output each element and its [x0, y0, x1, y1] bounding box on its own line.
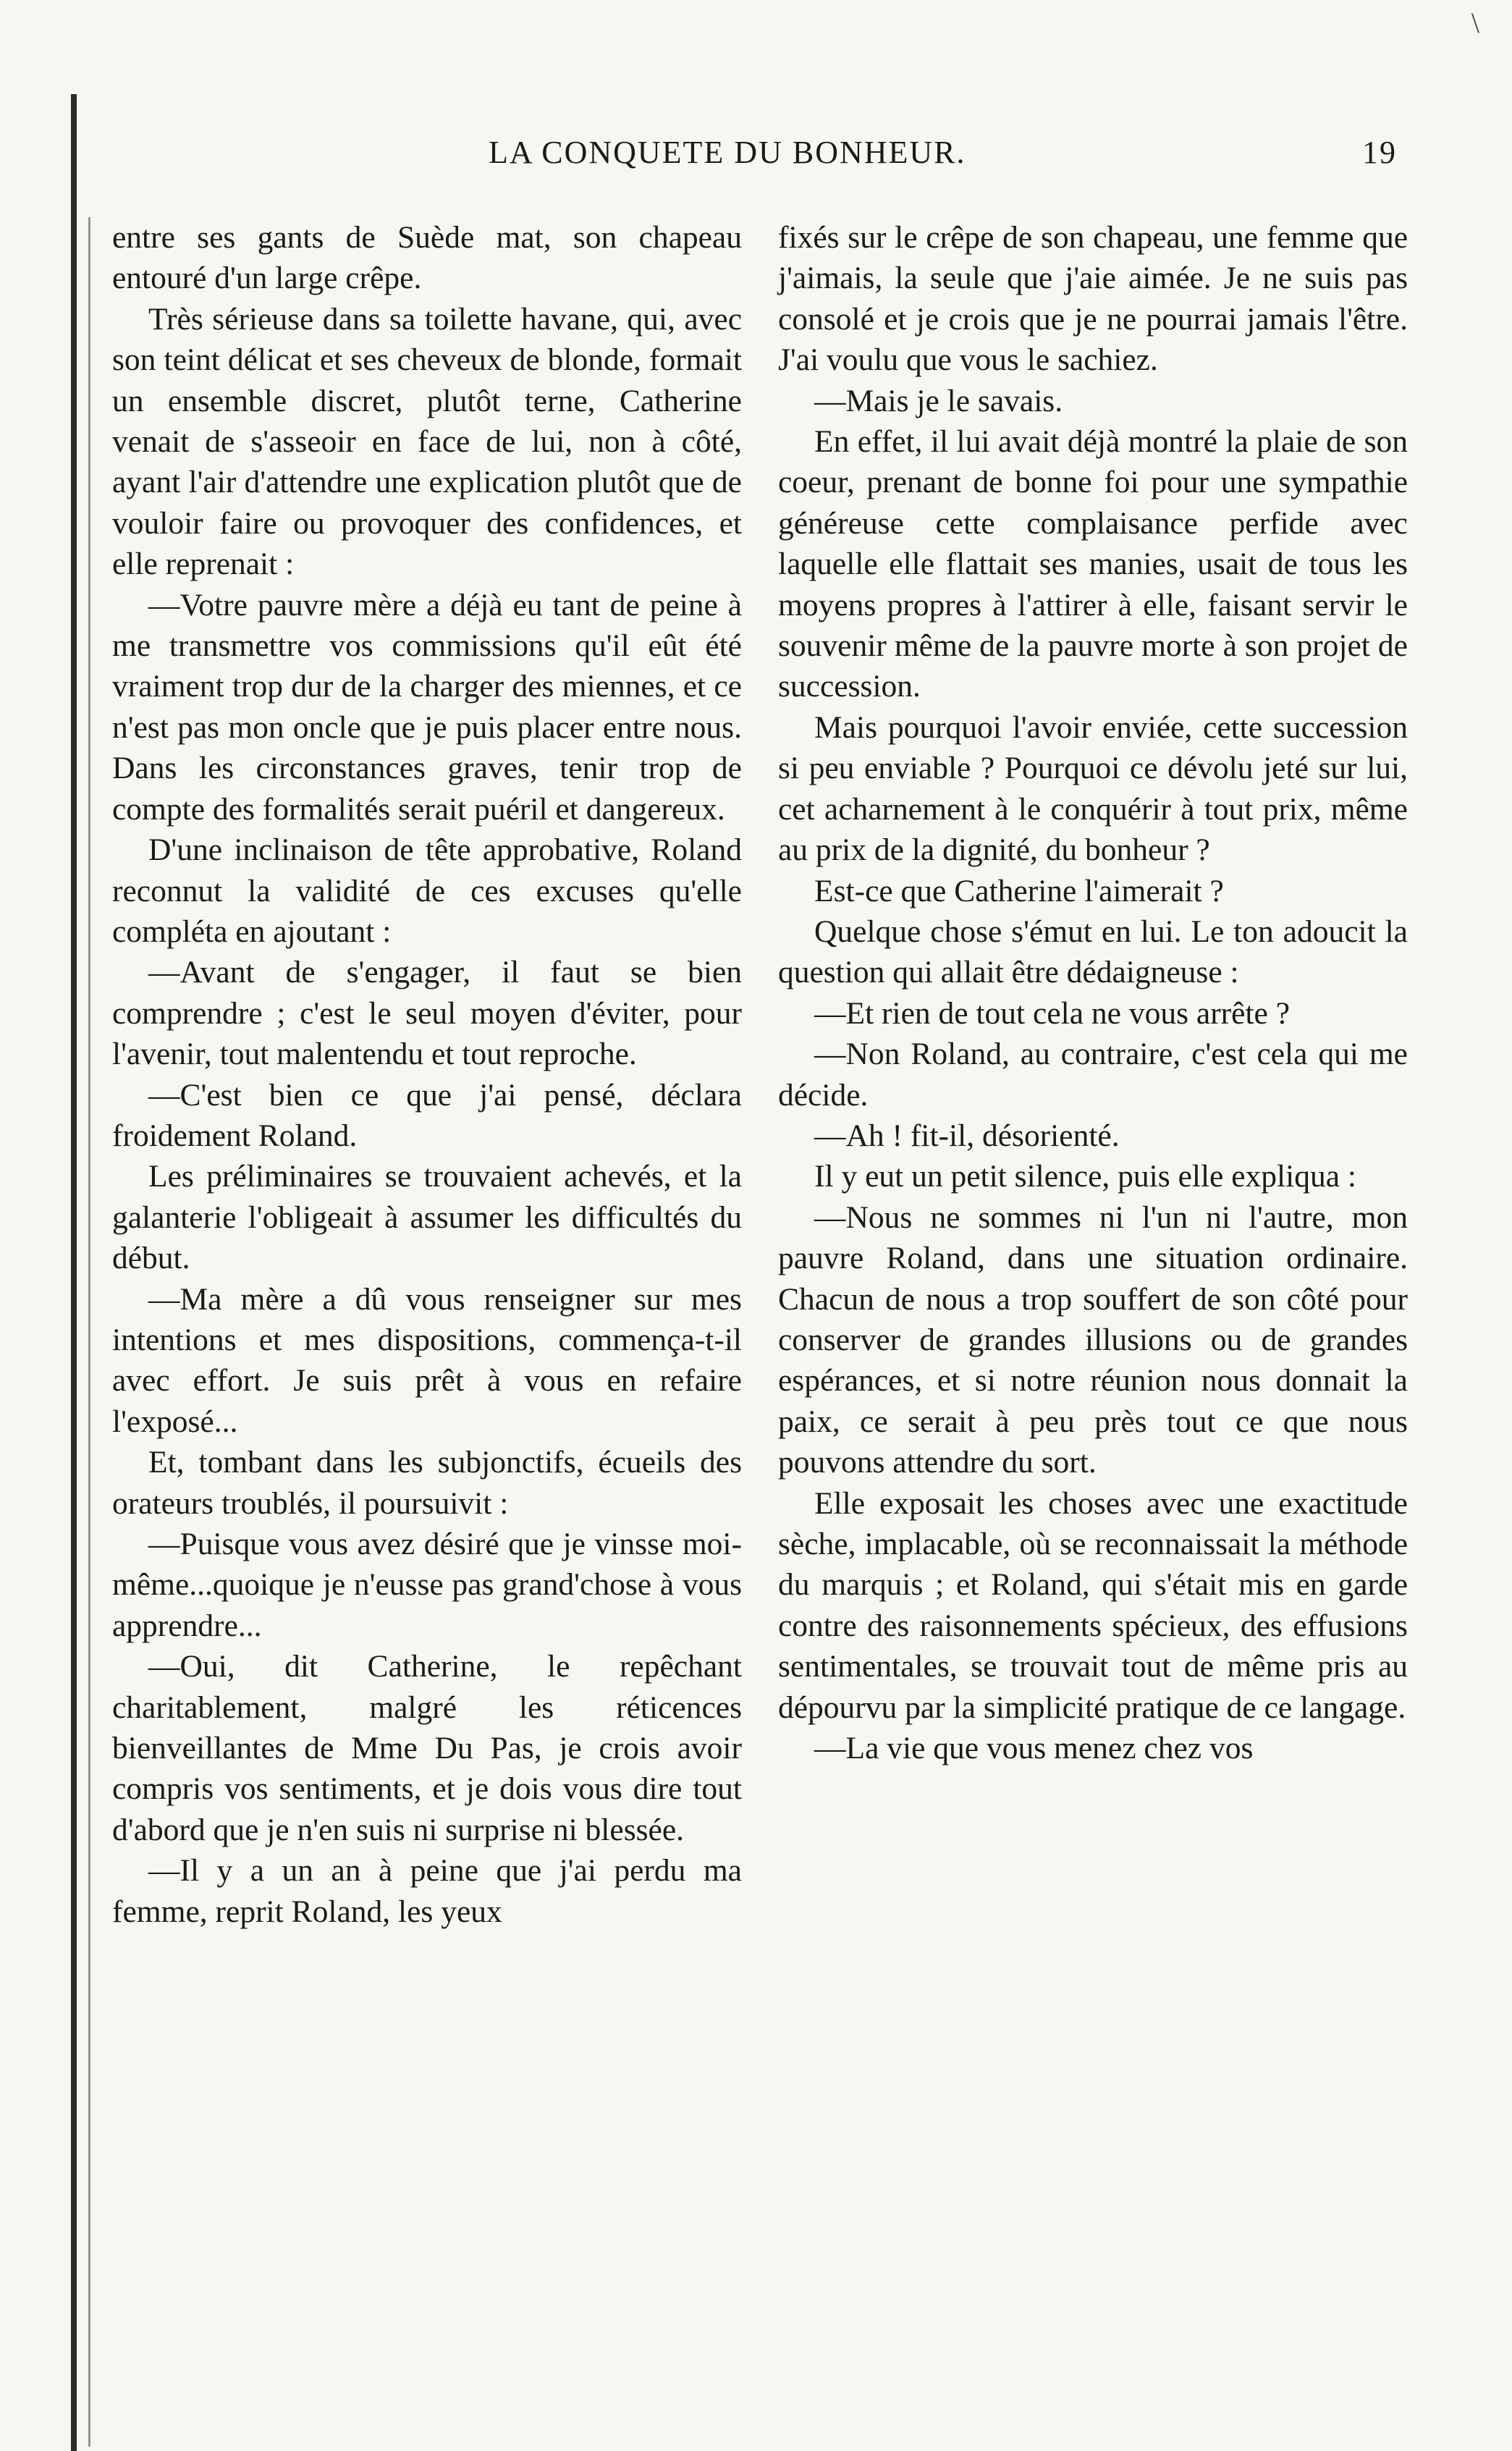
paragraph: —La vie que vous menez chez vos	[814, 1731, 1254, 1766]
paragraph: —Non Roland, au contraire, c'est cela qui me décide.	[778, 1037, 1408, 1113]
scan-mark: \	[1471, 7, 1479, 39]
paragraph: Les préliminaires se trouvaient achevés, et la galanterie l'obligeait à assumer les difficultés du début.	[112, 1159, 742, 1276]
binding-edge-shadow	[88, 217, 90, 2447]
paragraph: —Avant de s'engager, il faut se bien comprendre ; c'est le seul moyen d'éviter, pour l'avenir, tout malentendu et tout reproche.	[112, 955, 742, 1072]
paragraph: —Ah ! fit-il, désorienté.	[814, 1118, 1120, 1153]
page-header	[109, 134, 1411, 177]
binding-edge-line	[71, 94, 77, 2451]
paragraph: fixés sur le crêpe de son chapeau, une femme que j'aimais, la seule que j'aie aimée. Je ne suis pas consolé et je crois que je ne pourrai jamais l'être. J'ai voulu que vous le sachiez.	[778, 220, 1408, 378]
page-number: 19	[1362, 135, 1397, 170]
left-column	[112, 217, 742, 1932]
paragraph: Et, tombant dans les subjonctifs, écueils des orateurs troublés, il poursuivit :	[112, 1445, 742, 1521]
paragraph: —Et rien de tout cela ne vous arrête ?	[814, 995, 1291, 1031]
paragraph: Il y eut un petit silence, puis elle expliqua :	[814, 1159, 1356, 1194]
running-title: LA CONQUETE DU BONHEUR.	[489, 135, 966, 170]
paragraph: —Ma mère a dû vous renseigner sur mes intentions et mes dispositions, commença-t-il avec effort. Je suis prêt à vous en refaire l'exposé...	[112, 1281, 742, 1439]
paragraph: Est-ce que Catherine l'aimerait ?	[814, 873, 1224, 908]
paragraph: Mais pourquoi l'avoir enviée, cette succession si peu enviable ? Pourquoi ce dévolu jeté sur lui, cet acharnement à le conquérir à tout prix, même au prix de la dignité, du bonheur ?	[778, 709, 1408, 868]
paragraph: —Mais je le savais.	[814, 383, 1063, 418]
paragraph: entre ses gants de Suède mat, son chapeau entouré d'un large crêpe.	[112, 220, 742, 296]
paragraph: —Puisque vous avez désiré que je vinsse moi-même...quoique je n'eusse pas grand'chose à vous apprendre...	[112, 1527, 742, 1643]
paragraph: En effet, il lui avait déjà montré la plaie de son coeur, prenant de bonne foi pour une sympathie généreuse cette complaisance perfide avec laquelle elle flattait ses manies, usait de tous les moyens propres à l'attirer à elle, faisant servir le souvenir même de la pauvre morte à son projet de succession.	[778, 424, 1408, 704]
paragraph: —Votre pauvre mère a déjà eu tant de peine à me transmettre vos commissions qu'il eût été vraiment trop dur de la charger des miennes, et ce n'est pas mon oncle que je puis placer entre nous. Dans les circonstances graves, tenir trop de compte des formalités serait puéril et dangereux.	[112, 587, 742, 827]
paragraph: —Nous ne sommes ni l'un ni l'autre, mon pauvre Roland, dans une situation ordinaire. Chacun de nous a trop souffert de son côté pour conserver de grandes illusions ou de grandes espérances, et si notre réunion nous donnait la paix, ce serait à peu près tout ce que nous pouvons attendre du sort.	[778, 1199, 1408, 1480]
paragraph: —Oui, dit Catherine, le repêchant charitablement, malgré les réticences bienveillantes de Mme Du Pas, je crois avoir compris vos sentiments, et je dois vous dire tout d'abord que je n'en suis ni surprise ni blessée.	[112, 1649, 742, 1847]
paragraph: Elle exposait les choses avec une exactitude sèche, implacable, où se reconnaissait la méthode du marquis ; et Roland, qui s'était mis en garde contre des raisonnements spécieux, des effusions sentimentales, se trouvait tout de même pris au dépourvu par la simplicité pratique de ce langage.	[778, 1485, 1408, 1725]
paragraph: D'une inclinaison de tête approbative, Roland reconnut la validité de ces excuses qu'elle compléta en ajoutant :	[112, 832, 742, 949]
right-column	[778, 217, 1408, 1768]
paragraph: Très sérieuse dans sa toilette havane, qui, avec son teint délicat et ses cheveux de blonde, formait un ensemble discret, plutôt terne, Catherine venait de s'asseoir en face de lui, non à côté, ayant l'air d'attendre une explication plutôt que de vouloir faire ou provoquer des confidences, et elle reprenait :	[112, 301, 742, 582]
paragraph: Quelque chose s'émut en lui. Le ton adoucit la question qui allait être dédaigneuse :	[778, 914, 1408, 990]
paragraph: —C'est bien ce que j'ai pensé, déclara froidement Roland.	[112, 1077, 742, 1153]
paragraph: —Il y a un an à peine que j'ai perdu ma femme, reprit Roland, les yeux	[112, 1853, 742, 1929]
